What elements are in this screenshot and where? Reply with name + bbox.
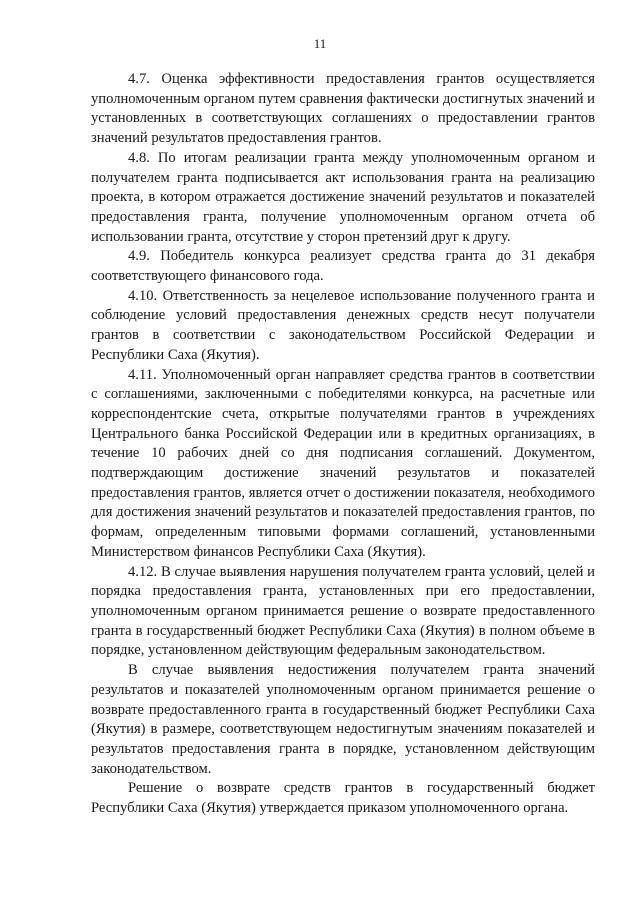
paragraph-4-7: 4.7. Оценка эффективности предоставления грантов осуществляется уполномоченным органом путем сравнения фактически достигнутых значений и установленных в соответствующих соглашениях о предоставлении грантов значений результатов предоставления грантов. xyxy=(91,71,595,147)
paragraph-nedostizhenie: В случае выявления недостижения получателем гранта значений результатов и показателей уполномоченным органом принимается решение о возврате предоставленного гранта в государственный бюджет Республики Саха (Якутия) в размере, соответствующем недостигнутым значениям показателей и результатов предоставления гранта в порядке, установленном действующим законодательством. xyxy=(91,662,595,777)
paragraph-reshenie-o-vozvrate: Решение о возврате средств грантов в государственный бюджет Республики Саха (Якутия) утверждается приказом уполномоченного органа. xyxy=(91,780,595,817)
paragraph-4-12: 4.12. В случае выявления нарушения получателем гранта условий, целей и порядка предоставления гранта, установленных при его предоставлении, уполномоченным органом принимается решение о возврате предоставленного гранта в государственный бюджет Республики Саха (Якутия) в полном объеме в порядке, установленном действующим федеральным законодательством. xyxy=(91,563,595,659)
paragraph-4-10: 4.10. Ответственность за нецелевое использование полученного гранта и соблюдение условий предоставления денежных средств несут получатели грантов в соответствии с законодательством Российской Федерации и Республики Саха (Якутия). xyxy=(91,287,595,363)
paragraph-4-8: 4.8. По итогам реализации гранта между уполномоченным органом и получателем гранта подписывается акт использования гранта на реализацию проекта, в котором отражается достижение значений результатов и показателей предоставления гранта, получение уполномоченным органом отчета об использовании гранта, отсутствие у сторон претензий друг к другу. xyxy=(91,149,595,245)
paragraph-4-11: 4.11. Уполномоченный орган направляет средства грантов в соответствии с соглашениями, заключенными с победителями конкурса, на расчетные или корреспондентские счета, открытые получателями грантов в учреждениях Центрального банка Российской Федерации или в кредитных организациях, в течение 10 рабочих дней со дня подписания соглашений. Документом, подтверждающим достижение значений результатов и показателей предоставления грантов, является отчет о достижении показателя, необходимого для достижения значений результатов и показателей предоставления грантов, по формам, определенным типовыми формами соглашений, установленными Министерством финансов Республики Саха (Якутия). xyxy=(91,366,595,560)
page-number: 11 xyxy=(313,36,327,51)
paragraph-4-9: 4.9. Победитель конкурса реализует средства гранта до 31 декабря соответствующего финансового года. xyxy=(91,248,595,285)
document-body xyxy=(91,70,595,819)
